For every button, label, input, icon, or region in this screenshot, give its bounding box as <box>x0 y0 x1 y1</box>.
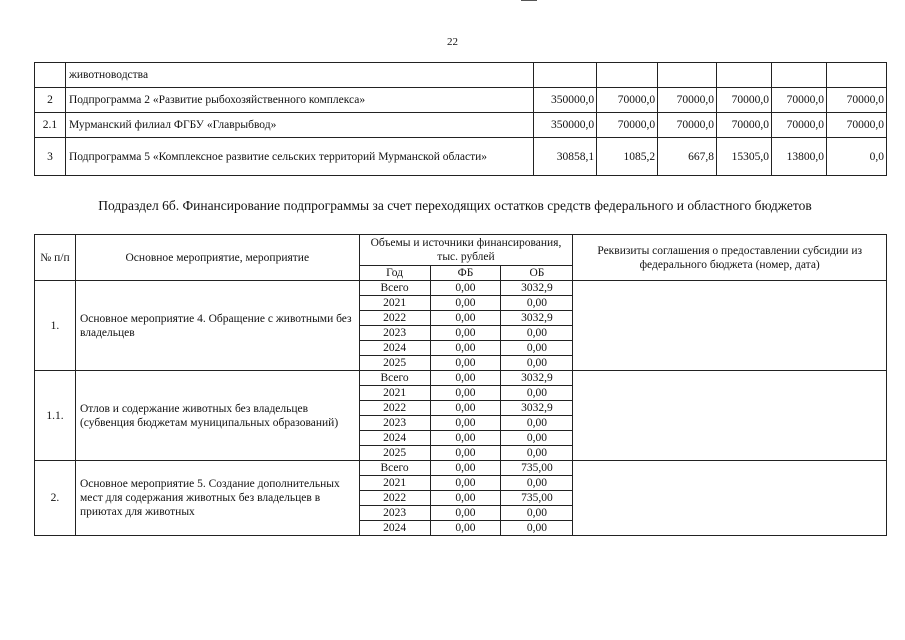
cell-year: 2024 <box>359 341 430 356</box>
row-value: 15305,0 <box>717 138 772 176</box>
row-value: 70000,0 <box>717 88 772 113</box>
row-value <box>534 63 597 88</box>
row-value: 70000,0 <box>772 113 827 138</box>
cell-ob: 3032,9 <box>501 371 573 386</box>
cell-fb: 0,00 <box>430 341 501 356</box>
group-requisites <box>573 281 887 371</box>
cell-fb: 0,00 <box>430 431 501 446</box>
page-number: 22 <box>447 36 458 48</box>
cell-fb: 0,00 <box>430 371 501 386</box>
group-number: 2. <box>35 461 76 536</box>
row-value: 70000,0 <box>597 113 658 138</box>
cell-ob: 0,00 <box>501 326 573 341</box>
row-name: Подпрограмма 2 «Развитие рыбохозяйственного комплекса» <box>65 88 533 113</box>
cell-ob: 3032,9 <box>501 401 573 416</box>
group-number: 1.1. <box>35 371 76 461</box>
top-edge-mark <box>521 0 537 1</box>
row-value <box>826 63 886 88</box>
section-title: Подраздел 6б. Финансирование подпрограммы за счет переходящих остатков средств федерального и областного бюджетов <box>98 198 812 213</box>
cell-ob: 735,00 <box>501 461 573 476</box>
table-row <box>35 281 887 296</box>
header-ob: ОБ <box>501 266 573 281</box>
cell-ob: 0,00 <box>501 356 573 371</box>
row-name: Подпрограмма 5 «Комплексное развитие сельских территорий Мурманской области» <box>65 138 533 176</box>
header-year: Год <box>359 266 430 281</box>
cell-year: 2023 <box>359 506 430 521</box>
table-row <box>35 138 887 176</box>
table-row <box>35 113 887 138</box>
cell-ob: 3032,9 <box>501 311 573 326</box>
cell-year: Всего <box>359 461 430 476</box>
cell-year: 2022 <box>359 491 430 506</box>
cell-year: 2025 <box>359 446 430 461</box>
row-number: 3 <box>35 138 66 176</box>
cell-year: 2021 <box>359 296 430 311</box>
table-row <box>35 88 887 113</box>
group-activity: Основное мероприятие 5. Создание дополнительных мест для содержания животных без владельцев в приютах для животных <box>75 461 359 536</box>
cell-fb: 0,00 <box>430 281 501 296</box>
row-value: 70000,0 <box>826 113 886 138</box>
cell-year: 2025 <box>359 356 430 371</box>
cell-year: 2023 <box>359 416 430 431</box>
cell-ob: 0,00 <box>501 296 573 311</box>
cell-ob: 0,00 <box>501 431 573 446</box>
row-value: 70000,0 <box>658 113 717 138</box>
cell-year: 2021 <box>359 476 430 491</box>
row-value: 70000,0 <box>597 88 658 113</box>
cell-ob: 0,00 <box>501 341 573 356</box>
cell-fb: 0,00 <box>430 401 501 416</box>
cell-ob: 735,00 <box>501 491 573 506</box>
row-value <box>717 63 772 88</box>
row-value: 667,8 <box>658 138 717 176</box>
row-value: 30858,1 <box>534 138 597 176</box>
row-value: 350000,0 <box>534 113 597 138</box>
cell-year: 2021 <box>359 386 430 401</box>
row-value <box>658 63 717 88</box>
row-value: 70000,0 <box>826 88 886 113</box>
cell-fb: 0,00 <box>430 356 501 371</box>
group-activity: Отлов и содержание животных без владельцев (субвенция бюджетам муниципальных образований) <box>75 371 359 461</box>
header-requisites: Реквизиты соглашения о предоставлении субсидии из федерального бюджета (номер, дата) <box>573 235 887 281</box>
cell-fb: 0,00 <box>430 506 501 521</box>
group-activity: Основное мероприятие 4. Обращение с животными без владельцев <box>75 281 359 371</box>
header-funding: Объемы и источники финансирования, тыс. рублей <box>359 235 573 266</box>
cell-fb: 0,00 <box>430 476 501 491</box>
cell-year: Всего <box>359 371 430 386</box>
row-number: 2.1 <box>35 113 66 138</box>
carryover-funding-table <box>34 234 887 536</box>
cell-year: 2024 <box>359 431 430 446</box>
row-value: 0,0 <box>826 138 886 176</box>
cell-fb: 0,00 <box>430 326 501 341</box>
cell-fb: 0,00 <box>430 461 501 476</box>
row-value: 70000,0 <box>772 88 827 113</box>
cell-fb: 0,00 <box>430 386 501 401</box>
cell-fb: 0,00 <box>430 521 501 536</box>
cell-ob: 0,00 <box>501 506 573 521</box>
cell-fb: 0,00 <box>430 311 501 326</box>
cell-ob: 0,00 <box>501 446 573 461</box>
cell-year: 2022 <box>359 311 430 326</box>
cell-ob: 0,00 <box>501 386 573 401</box>
cell-fb: 0,00 <box>430 491 501 506</box>
row-name: Мурманский филиал ФГБУ «Главрыбвод» <box>65 113 533 138</box>
row-number <box>35 63 66 88</box>
header-num: № п/п <box>35 235 76 281</box>
row-value: 13800,0 <box>772 138 827 176</box>
cell-ob: 3032,9 <box>501 281 573 296</box>
cell-fb: 0,00 <box>430 416 501 431</box>
cell-fb: 0,00 <box>430 296 501 311</box>
row-value: 1085,2 <box>597 138 658 176</box>
row-value: 70000,0 <box>658 88 717 113</box>
cell-year: Всего <box>359 281 430 296</box>
cell-year: 2022 <box>359 401 430 416</box>
cell-ob: 0,00 <box>501 416 573 431</box>
cell-ob: 0,00 <box>501 521 573 536</box>
group-requisites <box>573 461 887 536</box>
row-value: 70000,0 <box>717 113 772 138</box>
cell-year: 2024 <box>359 521 430 536</box>
row-value <box>772 63 827 88</box>
cell-ob: 0,00 <box>501 476 573 491</box>
header-fb: ФБ <box>430 266 501 281</box>
header-activity: Основное мероприятие, мероприятие <box>75 235 359 281</box>
row-value <box>597 63 658 88</box>
row-value: 350000,0 <box>534 88 597 113</box>
table-row <box>35 371 887 386</box>
cell-year: 2023 <box>359 326 430 341</box>
group-number: 1. <box>35 281 76 371</box>
subprogram-funding-table <box>34 62 887 176</box>
row-name: животноводства <box>65 63 533 88</box>
table-row <box>35 461 887 476</box>
group-requisites <box>573 371 887 461</box>
cell-fb: 0,00 <box>430 446 501 461</box>
table-row <box>35 63 887 88</box>
row-number: 2 <box>35 88 66 113</box>
